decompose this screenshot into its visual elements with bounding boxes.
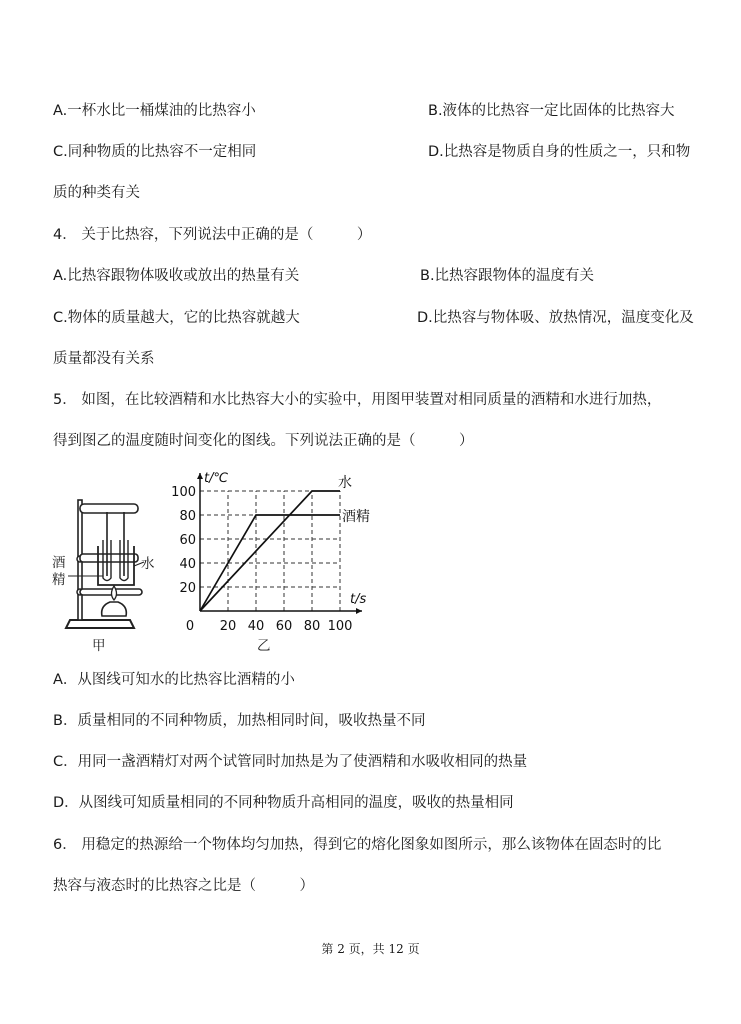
label-alcohol-2: 精 <box>52 572 66 588</box>
q4-option-a[interactable]: A.比热容跟物体吸收或放出的热量有关 <box>53 268 300 284</box>
label-alcohol-1: 酒 <box>52 555 66 571</box>
figure-caption-left: 甲 <box>92 638 106 654</box>
q4-option-d-continued: 质量都没有关系 <box>53 351 155 367</box>
x-axis-arrow <box>356 608 362 614</box>
q6-stem-line-1: 6． 用稳定的热源给一个物体均匀加热，得到它的熔化图象如图所示，那么该物体在固态时的比 <box>53 837 662 853</box>
clamp-middle <box>80 554 138 562</box>
figure-caption-right: 乙 <box>257 638 271 654</box>
q5-option-c[interactable]: C．用同一盏酒精灯对两个试管同时加热是为了使酒精和水吸收相同的热量 <box>53 754 528 770</box>
q5-option-d[interactable]: D．从图线可知质量相同的不同种物质升高相同的温度，吸收的热量相同 <box>53 795 514 811</box>
page-footer: 第 2 页，共 12 页 <box>321 942 420 956</box>
flame <box>112 586 117 600</box>
y-tick-label-20: 20 <box>179 581 196 596</box>
q4-option-c[interactable]: C.物体的质量越大，它的比热容就越大 <box>53 310 300 326</box>
q3-option-c[interactable]: C.同种物质的比热容不一定相同 <box>53 144 257 160</box>
q5-option-a[interactable]: A．从图线可知水的比热容比酒精的小 <box>53 672 295 688</box>
y-axis-arrow <box>197 473 203 479</box>
q3-option-d[interactable]: D.比热容是物质自身的性质之一，只和物 <box>428 144 691 160</box>
x-tick-label-20: 20 <box>219 619 237 634</box>
x-tick-label-100: 100 <box>327 619 353 634</box>
stand-base <box>66 620 134 628</box>
q5-stem-line-2: 得到图乙的温度随时间变化的图线。下列说法正确的是（ ） <box>53 433 474 449</box>
q3-option-d-continued: 质的种类有关 <box>53 185 140 201</box>
series-line-0 <box>200 491 340 611</box>
temperature-time-chart <box>170 465 370 635</box>
q4-stem: 4． 关于比热容，下列说法中正确的是（ ） <box>53 227 372 243</box>
q5-stem-line-1: 5． 如图，在比较酒精和水比热容大小的实验中，用图甲装置对相同质量的酒精和水进行加热， <box>53 392 662 408</box>
series-label-water: 水 <box>338 475 352 491</box>
y-axis-label: t/℃ <box>204 471 229 486</box>
series-label-alcohol: 酒精 <box>342 509 370 525</box>
q3-option-b[interactable]: B.液体的比热容一定比固体的比热容大 <box>428 103 675 119</box>
x-tick-label-60: 60 <box>275 619 293 634</box>
q5-option-b[interactable]: B．质量相同的不同种物质，加热相同时间，吸收热量不同 <box>53 713 426 729</box>
y-tick-label-80: 80 <box>179 509 196 524</box>
x-tick-label-40: 40 <box>247 619 265 634</box>
y-tick-label-60: 60 <box>179 533 196 548</box>
x-tick-label-80: 80 <box>303 619 321 634</box>
q3-option-a[interactable]: A.一杯水比一桶煤油的比热容小 <box>53 103 256 119</box>
y-tick-label-40: 40 <box>179 557 196 572</box>
q6-stem-line-2: 热容与液态时的比热容之比是（ ） <box>53 878 314 894</box>
x-axis-label: t/s <box>350 592 367 607</box>
q4-option-b[interactable]: B.比热容跟物体的温度有关 <box>420 268 595 284</box>
q4-option-d[interactable]: D.比热容与物体吸、放热情况，温度变化及 <box>417 310 694 326</box>
label-water: 水 <box>141 556 155 572</box>
x-tick-label-0: 0 <box>185 619 195 634</box>
y-tick-label-100: 100 <box>171 485 196 500</box>
alcohol-lamp <box>102 602 127 616</box>
clamp-top <box>80 504 138 513</box>
